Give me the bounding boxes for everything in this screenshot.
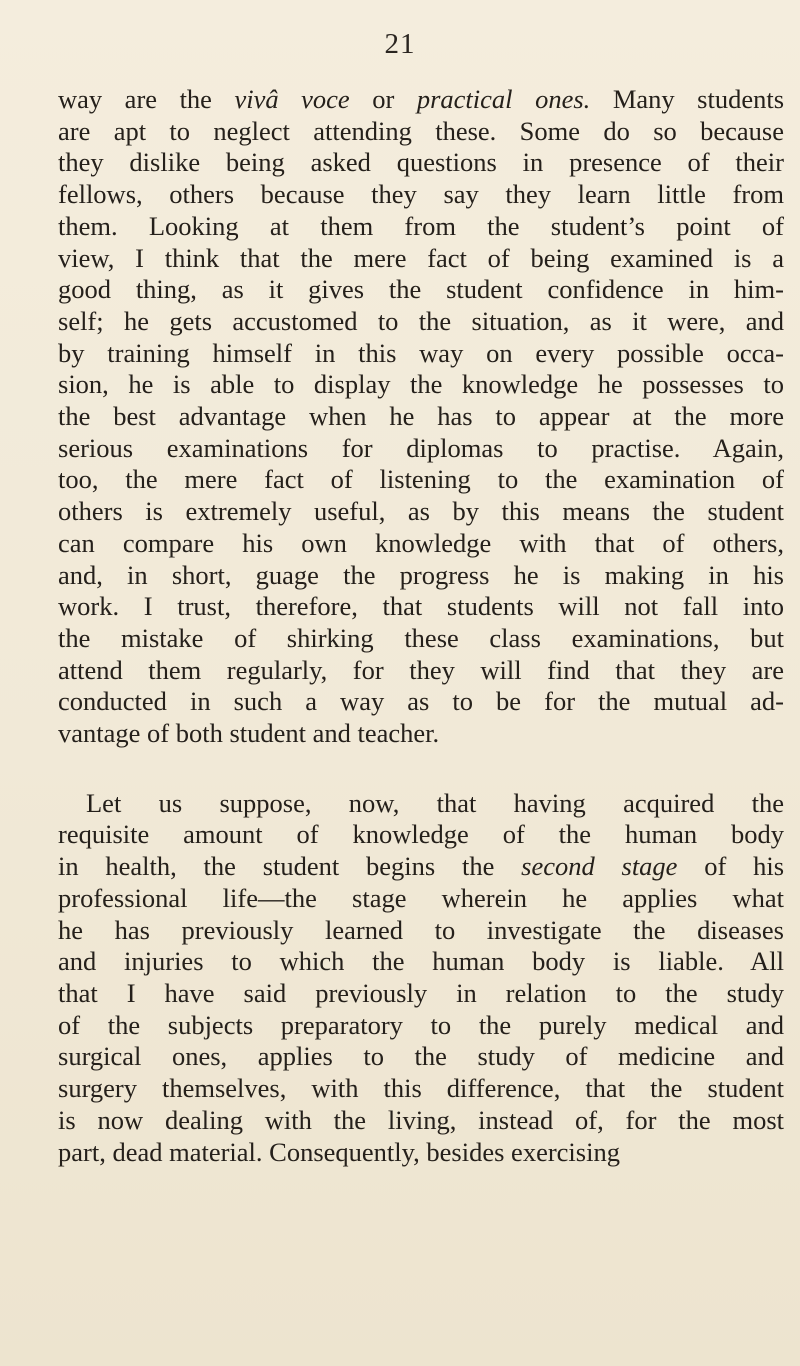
text-line [58, 1073, 784, 1105]
text-run: work. I trust, therefore, that students will not fall into [58, 591, 784, 622]
text-line [58, 978, 784, 1010]
text-run: surgical ones, applies to the study of medicine and [58, 1041, 784, 1072]
text-run: they dislike being asked questions in presence of their [58, 147, 784, 178]
text-run: can compare his own knowledge with that of others, [58, 527, 784, 558]
text-line [58, 464, 784, 496]
text-line [58, 496, 784, 528]
text-line [58, 915, 784, 947]
text-line [58, 147, 784, 179]
text-run: vantage of both student and teacher. [58, 718, 440, 749]
text-line [58, 1105, 784, 1137]
italic-run: vivâ voce [234, 84, 350, 114]
body-text [58, 84, 784, 1168]
text-run: self; he gets accustomed to the situation, as it were, and [58, 305, 784, 336]
paragraph-1 [58, 84, 784, 750]
page-number: 21 [384, 28, 416, 60]
text-run: is now dealing with the living, instead of, for the most [58, 1104, 784, 1135]
text-line [58, 1137, 784, 1169]
italic-run: practical ones. [416, 84, 591, 114]
text-run: requisite amount of knowledge of the human body [58, 819, 784, 850]
text-run: Many students [590, 84, 785, 114]
text-run: are apt to neglect attending these. Some do so because [58, 115, 784, 146]
text-line [58, 946, 784, 978]
text-line [58, 401, 784, 433]
text-line [58, 718, 784, 750]
text-line [58, 116, 784, 148]
text-line [58, 243, 784, 275]
text-run: part, dead material. Consequently, besides exercising [58, 1136, 620, 1167]
text-run: of the subjects preparatory to the purely medical and [58, 1009, 784, 1040]
text-line [58, 560, 784, 592]
text-line [58, 1041, 784, 1073]
text-run: view, I think that the mere fact of being examined is a [58, 242, 784, 273]
text-line [58, 274, 784, 306]
text-run: serious examinations for diplomas to practise. Again, [58, 432, 784, 463]
text-line [58, 655, 784, 687]
text-line [58, 686, 784, 718]
text-line [58, 528, 784, 560]
text-line [58, 338, 784, 370]
text-line [58, 819, 784, 851]
text-line [58, 211, 784, 243]
text-line [58, 591, 784, 623]
text-run: professional life—the stage wherein he applies what [58, 882, 784, 913]
text-run: and, in short, guage the progress he is making in his [58, 559, 784, 590]
text-run: the best advantage when he has to appear at the more [58, 401, 784, 432]
text-line [58, 369, 784, 401]
text-run: too, the mere fact of listening to the examination of [58, 464, 784, 495]
text-run: he has previously learned to investigate the diseases [58, 914, 784, 945]
text-run: way are the [58, 84, 235, 114]
text-run: conducted in such a way as to be for the mutual ad- [58, 686, 784, 717]
paragraph-gap [58, 750, 784, 788]
text-run: them. Looking at them from the student’s point of [58, 210, 784, 241]
text-run: others is extremely useful, as by this means the student [58, 496, 784, 527]
text-line [58, 788, 784, 820]
text-run: and injuries to which the human body is liable. All [58, 946, 784, 977]
paragraph-2 [58, 788, 784, 1168]
text-line [58, 623, 784, 655]
text-run: sion, he is able to display the knowledge he possesses to [58, 369, 784, 400]
text-line [58, 883, 784, 915]
text-run: the mistake of shirking these class examinations, but [58, 622, 784, 653]
text-run: in health, the student begins the [58, 851, 522, 882]
text-run: or [349, 84, 417, 114]
text-run: attend them regularly, for they will find that they are [58, 654, 784, 685]
text-run: of his [677, 851, 785, 882]
text-run: good thing, as it gives the student confidence in him- [58, 274, 784, 305]
text-line [58, 179, 784, 211]
text-run: Let us suppose, now, that having acquired the [86, 787, 784, 818]
text-run: surgery themselves, with this difference, that the student [58, 1073, 784, 1104]
text-run: fellows, others because they say they learn little from [58, 179, 784, 210]
text-run: that I have said previously in relation to the study [58, 977, 784, 1008]
text-line [58, 433, 784, 465]
text-line [58, 84, 784, 116]
italic-run: second stage [521, 851, 678, 882]
text-run: by training himself in this way on every possible occa- [58, 337, 784, 368]
text-line [58, 306, 784, 338]
text-line [58, 851, 784, 883]
text-line [58, 1010, 784, 1042]
